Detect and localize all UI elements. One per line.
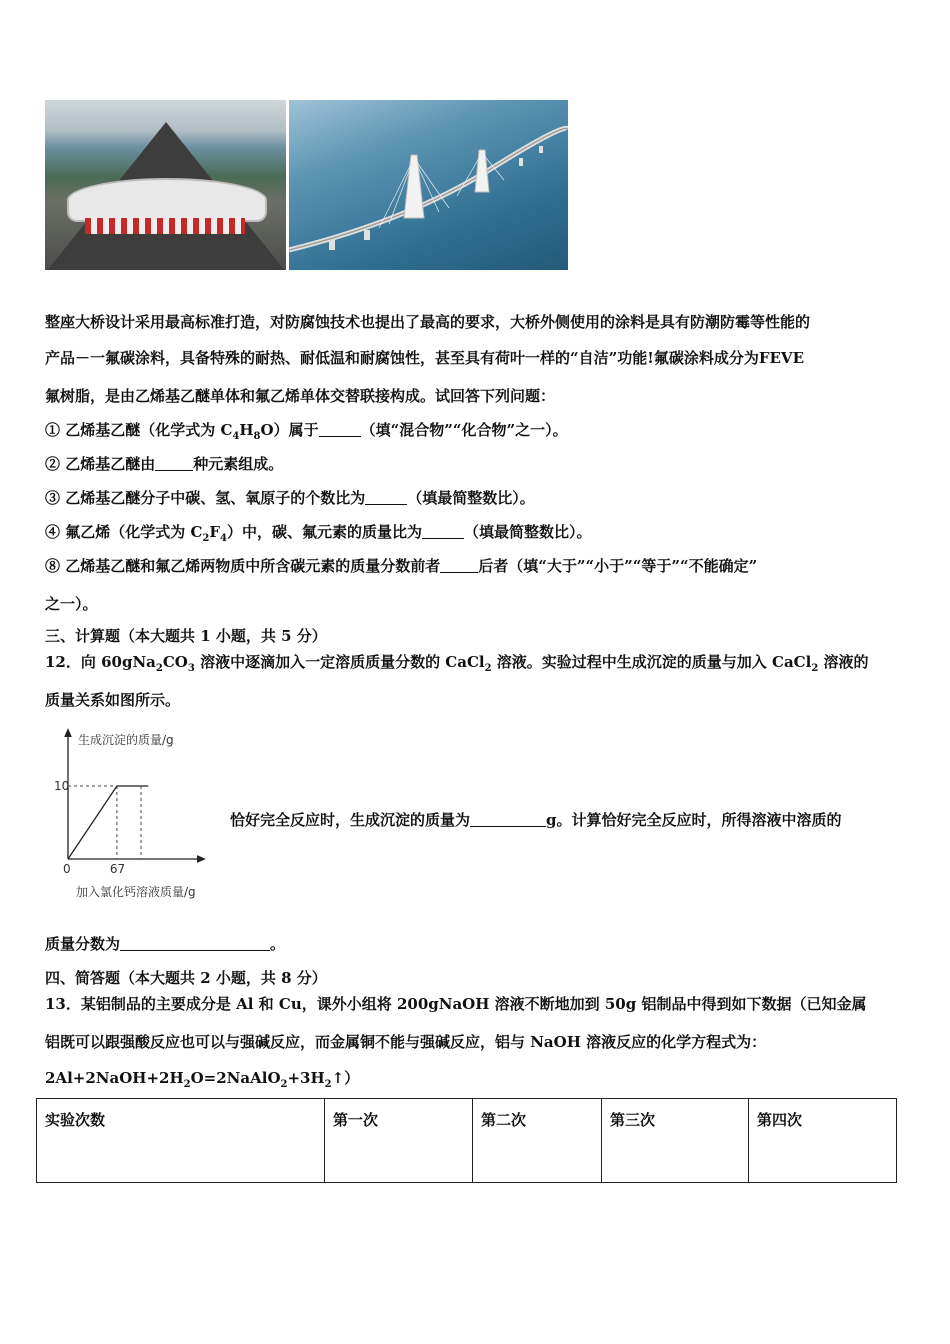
experiment-table [36,1098,897,1183]
question-12-line-3: 质量分数为 。 [45,935,286,953]
question-13-line-1: 13．某铝制品的主要成分是 Al 和 Cu，课外小组将 200gNaOH 溶液不断地加到 50g 铝制品中得到如下数据（已知金属 [45,995,867,1013]
bridge-photos [45,100,568,270]
series-line [68,786,148,859]
table-header-cell: 第四次 [749,1099,897,1183]
question-13-line-2: 铝既可以跟强酸反应也可以与强碱反应，而金属铜不能与强碱反应，铝与 NaOH 溶液反应的化学方程式为： [45,1033,767,1051]
table-header-cell: 第一次 [325,1099,473,1183]
intro-line-1: 整座大桥设计采用最高标准打造，对防腐蚀技术也提出了最高的要求，大桥外侧使用的涂料是具有防潮防霉等性能的 [45,313,811,331]
question-5-continued: 之一）。 [45,595,98,613]
question-12-line-1: 12．向 $60gNa_2CO_3$ 溶液中逐滴加入一定溶质质量分数的 CaCl$_2$ 溶液。实验过程中生成沉淀的质量与加入 CaCl$_2$ 溶液的 [45,653,869,674]
answer-blank[interactable] [470,810,546,827]
answer-blank[interactable] [365,488,407,505]
intro-line-3: 氟树脂，是由乙烯基乙醚单体和氟乙烯单体交替联接构成。试回答下列问题： [45,387,556,405]
question-2: ② 乙烯基乙醚由 种元素组成。 [45,455,284,473]
section-3-title: 三、计算题（本大题共 1 小题，共 5 分） [45,627,327,645]
answer-blank[interactable] [120,934,270,951]
question-4: ④ 氟乙烯（化学式为 $C_2F_4$）中，碳、氟元素的质量比为 （填最简整数比）。 [45,523,592,544]
question-1: ① 乙烯基乙醚（化学式为 $C_4H_8O$）属于 （填“混合物”“化合物”之一）。 [45,421,568,442]
answer-blank[interactable] [319,420,361,437]
y-axis-label: 生成沉淀的质量/g [78,733,174,747]
table-row [37,1099,897,1183]
y-tick-label: 10 [54,779,70,793]
chemical-equation: $2Al+2NaOH+2H_2O=2NaAlO_2+3H_2↑$） [45,1069,360,1090]
sea-bridge-photo [289,100,568,270]
intro-line-2: 产品－一氟碳涂料，具备特殊的耐热、耐低温和耐腐蚀性，甚至具有荷叶一样的“自洁”功能!氟碳涂料成分为FEVE [45,349,804,367]
question-5: ⑧ 乙烯基乙醚和氟乙烯两物质中所含碳元素的质量分数前者 后者（填“大于”“小于”“等于”“不能确定” [45,557,758,575]
answer-blank[interactable] [440,556,478,573]
table-header-cell: 实验次数 [37,1099,325,1183]
table-header-cell: 第二次 [473,1099,602,1183]
x-tick-label: 0 [63,862,71,876]
x-axis-label: 加入氯化钙溶液质量/g [76,885,196,899]
toll-plaza-photo [45,100,286,270]
x-tick-label: 67 [109,862,126,876]
question-3: ③ 乙烯基乙醚分子中碳、氢、氧原子的个数比为 （填最简整数比）。 [45,489,535,507]
precipitate-chart [50,728,225,908]
question-12-side-text: 恰好完全反应时，生成沉淀的质量为 g。计算恰好完全反应时，所得溶液中溶质的 [230,811,842,829]
answer-blank[interactable] [155,454,193,471]
answer-blank[interactable] [422,522,464,539]
table-header-cell: 第三次 [602,1099,749,1183]
section-4-title: 四、简答题（本大题共 2 小题，共 8 分） [45,969,327,987]
question-12-line-2: 质量关系如图所示。 [45,691,181,709]
